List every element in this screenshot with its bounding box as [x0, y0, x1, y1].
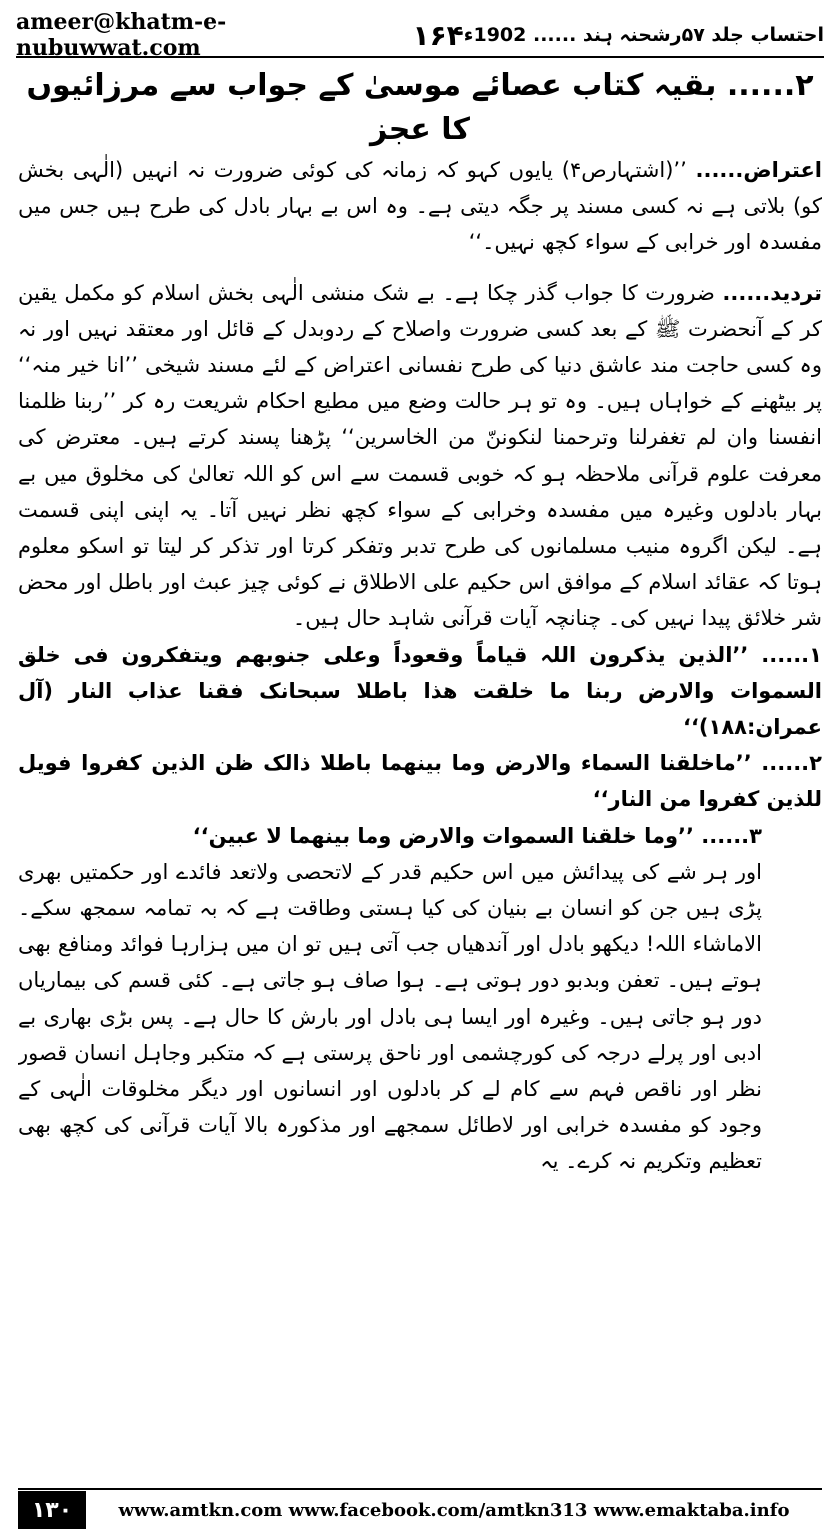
header-email: ameer@khatm-e-nubuwwat.com [16, 9, 227, 61]
objection-text: ’’(اشتہارص۴) یایوں کہو کہ زمانہ کی کوئی ضرورت نہ انہیں (الٰہی بخش کو) بلاتی ہے نہ کسی مسند پر جگہ دیتی ہے۔ وہ اس بے بہار بادل کی طرح ہیں جس میں مفسدہ اور خرابی کے سواء کچھ نہیں۔‘‘ [18, 158, 822, 255]
section-title: ۲...... بقیہ کتاب عصائے موسیٰ کے جواب سے مرزائیوں کا عجز [26, 68, 814, 147]
verse-text: ’’وما خلقنا السموات والارض وما بینھما لا عبین‘‘ [192, 823, 694, 848]
rebuttal-paragraph [18, 275, 822, 637]
verse-number: ۱...... [761, 642, 822, 667]
header-volume-info: احتساب جلد ۵۷رشحنہ ہند ...... 1902ء [463, 24, 824, 46]
closing-paragraph: اور ہر شے کی پیدائش میں اس حکیم قدر کے لاتحصی ولاتعد فائدے اور حکمتیں بھری پڑی ہیں جن کو انسان بے بنیان کی کیا ہستی وطاقت ہے کہ بہ تمامہ سمجھ سکے۔ الاماشاء اللہ! دیکھو بادل اور آندھیاں جب آتی ہیں تو ان میں ہزارہا فوائد ومنافع بھی ہوتے ہیں۔ تعفن وبدبو دور ہوتی ہے۔ ہوا صاف ہو جاتی ہے۔ کئی قسم کی بیماریاں دور ہو جاتی ہیں۔ وغیرہ اور ایسا ہی بادل اور بارش کا حال ہے۔ پس بڑی بھاری بے ادبی اور پرلے درجہ کی کورچشمی اور ناحق پرستی ہے کہ متکبر وجاہل انسان قصور نظر اور ناقص فہم سے کام لے کر بادلوں اور انسانوں اور دیگر مخلوقات الٰہی کے وجود کو مفسدہ خرابی اور لاطائل سمجھے اور مذکورہ بالا آیات قرآنی کی کچھ بھی تعظیم وتکریم نہ کرے۔ یہ [18, 859, 762, 1174]
objection-paragraph [18, 152, 822, 261]
page-footer [18, 1488, 822, 1530]
page-header [16, 9, 824, 61]
rebuttal-text: ضرورت کا جواب گذر چکا ہے۔ بے شک منشی الٰہی بخش اسلام کو مکمل یقین کر کے آنحضرت ﷺ کے بعد کسی ضرورت واصلاح کے ردوبدل کے قائل اور معتقد نہیں اور نہ وہ کسی حاجت مند عاشق دنیا کی طرح نفسانی اعتراض کے لئے مسند شیخی ’’انا خیر منہ‘‘ پر بیٹھنے کے خواہاں ہیں۔ وہ تو ہر حالت وضع میں مطیع احکام شریعت رہ کر ’’ربنا ظلمنا انفسنا وان لم تغفرلنا وترحمنا لنکوننّ من الخاسرین‘‘ پڑھنا پسند کرتے ہیں۔ معترض کی معرفت علوم قرآنی ملاحظہ ہو کہ خوبی قسمت سے اس کو اللہ تعالیٰ کی مخلوق میں بے بہار بادلوں وغیرہ میں مفسدہ وخرابی کے سواء کچھ نظر نہیں آتا۔ یہ اپنی اپنی قسمت ہے۔ لیکن اگروہ منیب مسلمانوں کی طرح تدبر وتفکر کرتا اور تذکر کر لیتا تو اسکو معلوم ہوتا کہ عقائد اسلام کے موافق اس حکیم علی الاطلاق نے کوئی چیز عبث اور باطل اور محض شر خلائق پیدا نہیں کی۔ چنانچہ آیات قرآنی شاہد حال ہیں۔ [18, 280, 822, 631]
footer-page-number: ۱۳۰ [18, 1491, 86, 1529]
verse-number: ۳...... [701, 823, 762, 848]
verse-1 [18, 637, 822, 746]
verse-number: ۲...... [761, 751, 822, 776]
verse-text: ’’الذین یذکرون اللہ قیاماً وقعوداً وعلی جنوبھم ویتفکرون فی خلق السموات والارض ربنا ما خلقت ھذا باطلا سبحانک فقنا عذاب النار (آل عمران:۱۸۸)‘‘ [18, 642, 822, 740]
verse-3 [18, 818, 822, 854]
objection-label: اعتراض...... [695, 158, 822, 182]
verse-2 [18, 745, 822, 817]
verse-text: ’’ماخلقنا السماء والارض وما بینھما باطلا ذالک ظن الذین کفروا فویل للذین کفروا من النار‘‘ [18, 751, 822, 812]
page-body [18, 64, 822, 1464]
footer-links: www.amtkn.com www.facebook.com/amtkn313 www.emaktaba.info [118, 1499, 790, 1521]
header-left [16, 9, 464, 61]
header-page-number: ۱۶۴ [412, 18, 464, 52]
rebuttal-label: تردید...... [722, 280, 822, 305]
